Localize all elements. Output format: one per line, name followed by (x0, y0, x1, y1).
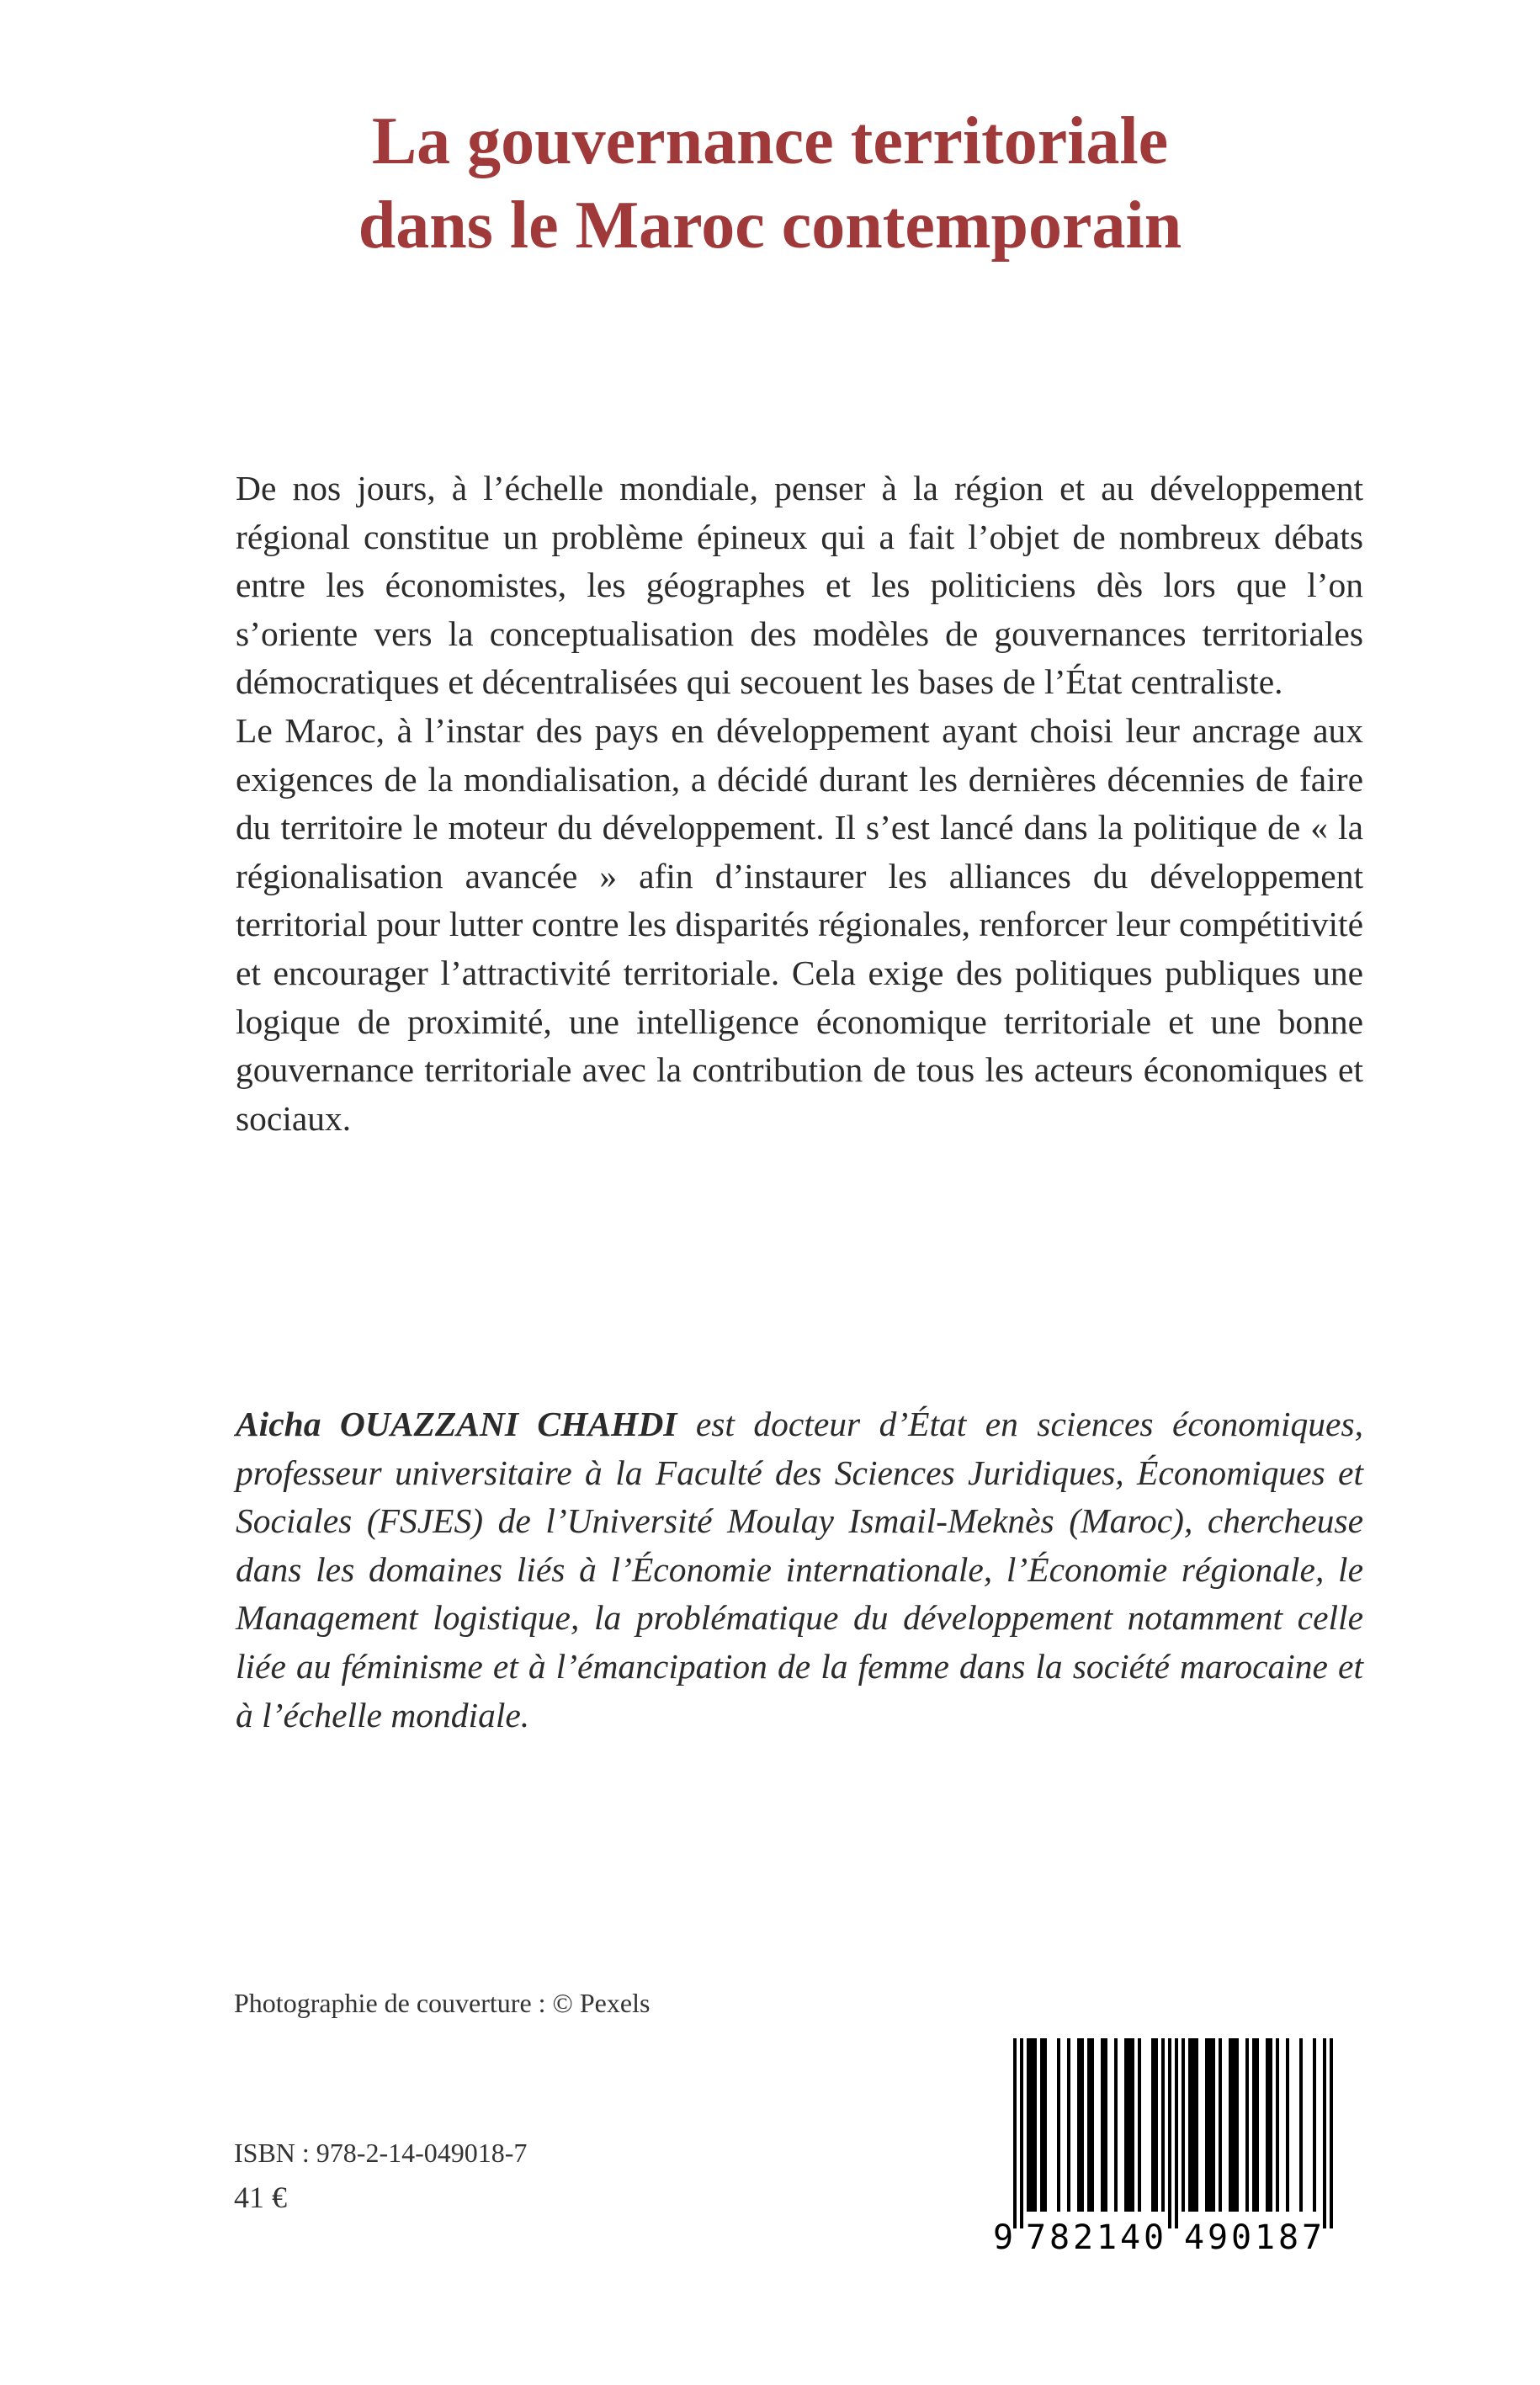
barcode-digit: 0 (1231, 2218, 1252, 2257)
book-title-line-1: La gouvernance territoriale (371, 104, 1169, 178)
barcode-digit: 2 (1073, 2218, 1094, 2257)
barcode-bar (1276, 2038, 1279, 2212)
book-title (0, 99, 1540, 268)
price: 41 € (234, 2180, 287, 2214)
barcode-bar (1256, 2038, 1259, 2212)
barcode-bar (1192, 2038, 1195, 2212)
barcode-digit: 4 (1184, 2218, 1205, 2257)
barcode-digit: 1 (1097, 2218, 1118, 2257)
ean-barcode (991, 2035, 1355, 2257)
barcode-bar (1269, 2038, 1272, 2212)
barcode-digit: 7 (1302, 2218, 1323, 2257)
barcode-bar (1124, 2038, 1128, 2212)
barcode-bar (1208, 2038, 1212, 2212)
barcode-bar (1081, 2038, 1084, 2212)
barcode-graphic (991, 2035, 1355, 2257)
barcode-bar (1175, 2038, 1178, 2228)
barcode-bar (1229, 2038, 1232, 2212)
isbn: ISBN : 978-2-14-049018-7 (234, 2138, 528, 2168)
barcode-bar (1013, 2038, 1017, 2228)
barcode-bar (1091, 2038, 1094, 2212)
author-bio-paragraph (236, 1400, 1363, 1740)
book-title-line-2: dans le Maroc contemporain (358, 189, 1182, 263)
author-name: Aicha OUAZZANI CHAHDI (236, 1405, 677, 1443)
barcode-bar (1195, 2038, 1198, 2212)
barcode-digit: 4 (1120, 2218, 1141, 2257)
barcode-digit: 8 (1278, 2218, 1299, 2257)
barcode-bar (1286, 2038, 1289, 2212)
barcode-bar (1131, 2038, 1134, 2212)
barcode-bar (1020, 2038, 1023, 2228)
back-cover-summary (236, 465, 1363, 1143)
barcode-bar (1087, 2038, 1091, 2212)
barcode-bar (1057, 2038, 1060, 2212)
barcode-bar (1212, 2038, 1215, 2212)
barcode-digit: 9 (993, 2218, 1014, 2257)
barcode-bar (1313, 2038, 1316, 2212)
author-bio (236, 1400, 1363, 1740)
barcode-bar (1155, 2038, 1158, 2212)
barcode-bar (1232, 2038, 1235, 2212)
barcode-bar (1252, 2038, 1256, 2212)
barcode-bar (1219, 2038, 1222, 2212)
barcode-bar (1151, 2038, 1155, 2212)
barcode-bar (1245, 2038, 1249, 2212)
barcode-digit: 7 (1026, 2218, 1047, 2257)
barcode-bar (1033, 2038, 1037, 2212)
barcode-bar (1188, 2038, 1192, 2212)
barcode-bar (1067, 2038, 1070, 2212)
barcode-bar (1182, 2038, 1185, 2212)
barcode-bar (1168, 2038, 1171, 2228)
barcode-digit: 8 (1049, 2218, 1070, 2257)
barcode-bar (1205, 2038, 1208, 2212)
barcode-bar (1114, 2038, 1118, 2212)
barcode-bar (1040, 2038, 1043, 2212)
barcode-bar (1077, 2038, 1081, 2212)
barcode-bar (1030, 2038, 1033, 2212)
barcode-bar (1043, 2038, 1047, 2212)
barcode-bar (1299, 2038, 1303, 2212)
author-bio-text: est docteur d’État en sciences économiques, professeur universitaire à la Faculté des Sciences Juridiques, Économiques et Sociales (FSJES) de l’Université Moulay Ismail-Meknès (Maroc), chercheuse dans les domaines liés à l’Économie internationale, l’Économie régionale, le Management logistique, la problématique du développement notamment celle liée au féminisme et à l’émancipation de la femme dans la société marocaine et à l’échelle mondiale. (236, 1405, 1363, 1734)
barcode-bar (1104, 2038, 1107, 2212)
barcode-bar (1101, 2038, 1104, 2212)
barcode-bar (1235, 2038, 1239, 2212)
barcode-bar (1323, 2038, 1326, 2228)
summary-paragraph-2: Le Maroc, à l’instar des pays en développement ayant choisi leur ancrage aux exigences de la mondialisation, a décidé durant les dernières décennies de faire du territoire le moteur du développement. Il s’est lancé dans la politique de « la régionalisation avancée » afin d’instaurer les alliances du développement territorial pour lutter contre les disparités régionales, renforcer leur compétitivité et encourager l’attractivité territoriale. Cela exige des politiques publiques une logique de proximité, une intelligence économique territoriale et une bonne gouvernance territoriale avec la contribution de tous les acteurs économiques et sociaux. (236, 710, 1363, 1138)
barcode-bar (1161, 2038, 1165, 2212)
barcode-bar (1138, 2038, 1141, 2212)
barcode-bar (1027, 2038, 1030, 2212)
summary-paragraph-1: De nos jours, à l’échelle mondiale, penser à la région et au développement régional constitue un problème épineux qui a fait l’objet de nombreux débats entre les économistes, les géographes et les politiciens dès lors que l’on s’oriente vers la conceptualisation des modèles de gouvernances territoriales démocratiques et décentralisées qui secouent les bases de l’État centraliste. (236, 469, 1363, 702)
barcode-digit: 0 (1144, 2218, 1165, 2257)
barcode-digit: 9 (1208, 2218, 1229, 2257)
barcode-bar (1330, 2038, 1333, 2228)
barcode-bar (1128, 2038, 1131, 2212)
barcode-bar (1266, 2038, 1269, 2212)
cover-photo-credit: Photographie de couverture : © Pexels (234, 1988, 651, 2018)
barcode-digit: 1 (1255, 2218, 1276, 2257)
